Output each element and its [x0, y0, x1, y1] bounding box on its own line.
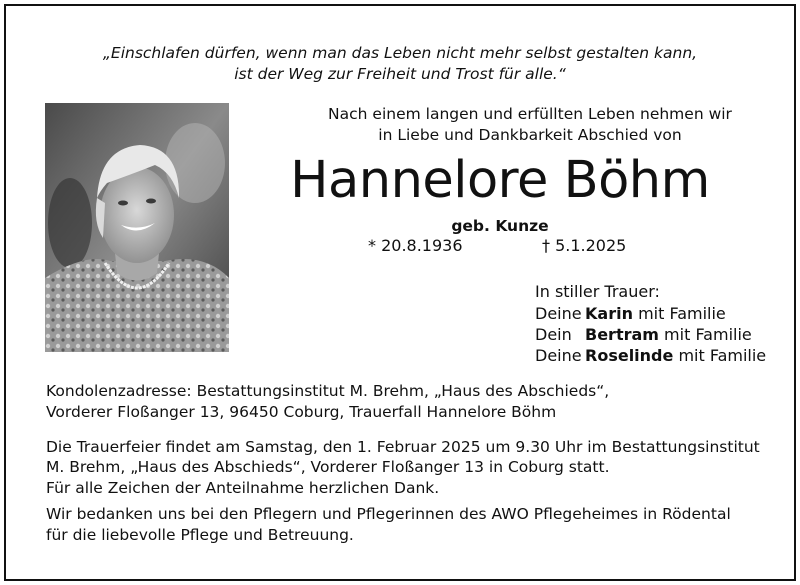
mourner-post: mit Familie — [678, 346, 767, 365]
quote-line-1: „Einschlafen dürfen, wenn man das Leben nicht mehr selbst gestalten kann, — [102, 44, 698, 62]
mourner-post: mit Familie — [664, 325, 752, 344]
funeral-line-2: M. Brehm, „Haus des Abschieds“, Vorderer Floßanger 13 in Coburg statt. — [46, 458, 610, 476]
maiden-name: geb. Kunze — [451, 217, 549, 235]
birth-date: * 20.8.1936 — [368, 236, 463, 255]
thanks-line-1: Wir bedanken uns bei den Pflegern und Pflegerinnen des AWO Pflegeheimes in Rödental — [46, 505, 731, 523]
mourner-row — [535, 345, 766, 366]
condolence-line-1: Kondolenzadresse: Bestattungsinstitut M. Brehm, „Haus des Abschieds“, — [46, 382, 610, 400]
mourner-name: Karin — [585, 304, 633, 323]
death-date: † 5.1.2025 — [542, 236, 627, 255]
intro-line-1: Nach einem langen und erfüllten Leben nehmen wir — [328, 105, 732, 123]
deceased-name: Hannelore Böhm — [290, 151, 710, 210]
quote-line-2: ist der Weg zur Freiheit und Trost für alle.“ — [234, 65, 566, 83]
portrait-photo — [45, 103, 229, 352]
mourners-heading: In stiller Trauer: — [535, 282, 660, 301]
mourner-row — [535, 303, 726, 324]
mourner-post: mit Familie — [638, 304, 726, 323]
intro-line-2: in Liebe und Dankbarkeit Abschied von — [378, 126, 682, 144]
mourner-pre: Deine — [535, 346, 582, 365]
funeral-line-1: Die Trauerfeier findet am Samstag, den 1. Februar 2025 um 9.30 Uhr im Bestattungsinstitut — [46, 438, 760, 456]
mourner-row — [535, 324, 752, 345]
mourner-pre: Dein — [535, 325, 572, 344]
funeral-line-3: Für alle Zeichen der Anteilnahme herzlichen Dank. — [46, 479, 440, 497]
mourner-pre: Deine — [535, 304, 582, 323]
mourner-name: Bertram — [585, 325, 659, 344]
thanks-line-2: für die liebevolle Pflege und Betreuung. — [46, 526, 354, 544]
mourner-name: Roselinde — [585, 346, 674, 365]
condolence-line-2: Vorderer Floßanger 13, 96450 Coburg, Trauerfall Hannelore Böhm — [46, 403, 557, 421]
